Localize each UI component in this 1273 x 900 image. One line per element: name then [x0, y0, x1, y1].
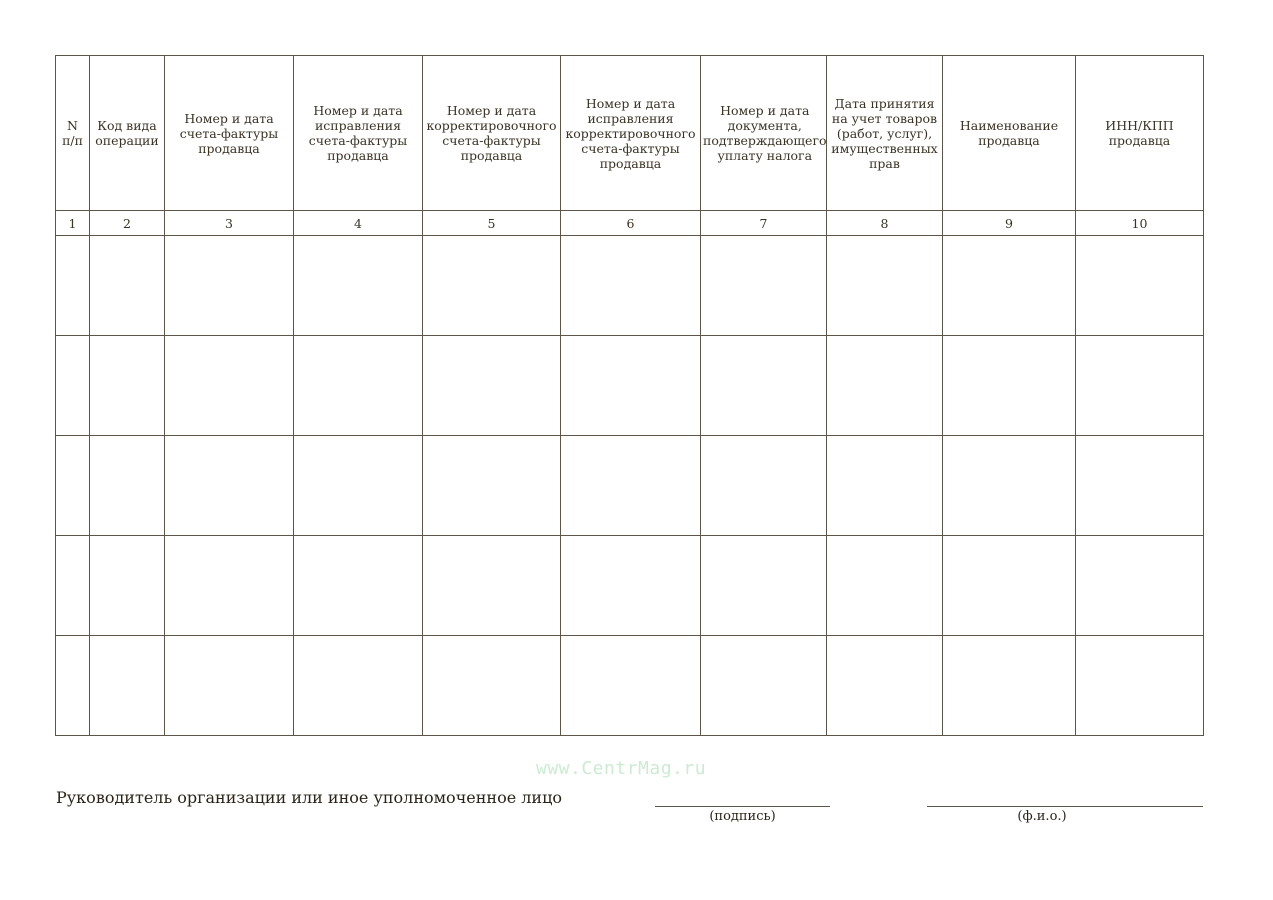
table-cell[interactable]: [1076, 236, 1204, 336]
column-number: 3: [165, 211, 294, 236]
table-cell[interactable]: [165, 636, 294, 736]
header-cell: [827, 56, 943, 211]
header-cell: [423, 56, 561, 211]
header-label: Номер и дата исправления корректировочного счета-фактуры продавца: [565, 95, 696, 171]
column-number: 8: [827, 211, 943, 236]
table-cell[interactable]: [165, 236, 294, 336]
table-cell[interactable]: [165, 336, 294, 436]
table-cell[interactable]: [423, 336, 561, 436]
header-cell: [165, 56, 294, 211]
table-cell[interactable]: [943, 436, 1076, 536]
full-name-caption: (ф.и.о.): [1017, 809, 1067, 824]
header-label: Код вида операции: [95, 118, 159, 148]
header-row: [56, 56, 1204, 211]
table-row: [56, 336, 1204, 436]
column-number: 7: [701, 211, 827, 236]
table-cell[interactable]: [561, 236, 701, 336]
purchase-ledger-table: [55, 55, 1204, 736]
table-cell[interactable]: [943, 236, 1076, 336]
header-cell: [561, 56, 701, 211]
signature-caption: (подпись): [709, 809, 776, 824]
table-cell[interactable]: [90, 336, 165, 436]
table-cell[interactable]: [90, 236, 165, 336]
table-cell[interactable]: [423, 236, 561, 336]
table-cell[interactable]: [827, 336, 943, 436]
table-cell[interactable]: [1076, 536, 1204, 636]
header-label: Номер и дата документа, подтверждающего уплату налога: [703, 103, 827, 163]
table-cell[interactable]: [943, 636, 1076, 736]
header-cell: [90, 56, 165, 211]
table-cell[interactable]: [165, 436, 294, 536]
header-cell: [1076, 56, 1204, 211]
header-cell: [943, 56, 1076, 211]
table-cell[interactable]: [90, 636, 165, 736]
full-name-line: [927, 806, 1203, 807]
column-number: 9: [943, 211, 1076, 236]
header-cell: [56, 56, 90, 211]
table-cell[interactable]: [943, 536, 1076, 636]
header-cell: [294, 56, 423, 211]
table-cell[interactable]: [701, 536, 827, 636]
column-number: 4: [294, 211, 423, 236]
header-label: Наименование продавца: [959, 118, 1059, 148]
table-cell[interactable]: [1076, 636, 1204, 736]
table-cell[interactable]: [423, 436, 561, 536]
table-cell[interactable]: [701, 236, 827, 336]
table-cell[interactable]: [827, 536, 943, 636]
header-label: ИНН/КПП продавца: [1105, 118, 1174, 148]
table-cell[interactable]: [827, 236, 943, 336]
header-label: Номер и дата корректировочного счета-фактуры продавца: [426, 103, 557, 163]
column-number: 1: [56, 211, 90, 236]
table-cell[interactable]: [56, 436, 90, 536]
table-cell[interactable]: [294, 536, 423, 636]
header-cell: [701, 56, 827, 211]
table-cell[interactable]: [90, 536, 165, 636]
table-cell[interactable]: [561, 336, 701, 436]
table-cell[interactable]: [294, 236, 423, 336]
table-cell[interactable]: [1076, 336, 1204, 436]
column-number: 6: [561, 211, 701, 236]
column-number: 10: [1076, 211, 1204, 236]
header-label: Номер и дата счета-фактуры продавца: [179, 110, 279, 156]
table-row: [56, 436, 1204, 536]
header-label: Дата принятия на учет товаров (работ, услуг), имущественных прав: [831, 95, 938, 171]
column-number: 5: [423, 211, 561, 236]
table-cell[interactable]: [294, 436, 423, 536]
table-row: [56, 536, 1204, 636]
watermark-text: www.CentrMag.ru: [536, 758, 707, 779]
table-cell[interactable]: [56, 236, 90, 336]
table-cell[interactable]: [701, 436, 827, 536]
column-number-row: [56, 211, 1204, 236]
table-cell[interactable]: [56, 636, 90, 736]
table-cell[interactable]: [943, 336, 1076, 436]
table-cell[interactable]: [294, 636, 423, 736]
table-cell[interactable]: [701, 636, 827, 736]
table-cell[interactable]: [701, 336, 827, 436]
table-cell[interactable]: [561, 636, 701, 736]
table-row: [56, 636, 1204, 736]
table-cell[interactable]: [561, 536, 701, 636]
header-label: Номер и дата исправления счета-фактуры продавца: [308, 103, 408, 163]
table-cell[interactable]: [1076, 436, 1204, 536]
table-cell[interactable]: [561, 436, 701, 536]
table-cell[interactable]: [827, 636, 943, 736]
table-cell[interactable]: [90, 436, 165, 536]
table-row: [56, 236, 1204, 336]
table-cell[interactable]: [165, 536, 294, 636]
signature-line: [655, 806, 830, 807]
table-cell[interactable]: [294, 336, 423, 436]
column-number: 2: [90, 211, 165, 236]
signer-label: Руководитель организации или иное уполномоченное лицо: [56, 788, 562, 807]
header-label: N п/п: [62, 118, 83, 148]
table-cell[interactable]: [423, 636, 561, 736]
table-cell[interactable]: [827, 436, 943, 536]
table-cell[interactable]: [423, 536, 561, 636]
table-cell[interactable]: [56, 536, 90, 636]
table-cell[interactable]: [56, 336, 90, 436]
